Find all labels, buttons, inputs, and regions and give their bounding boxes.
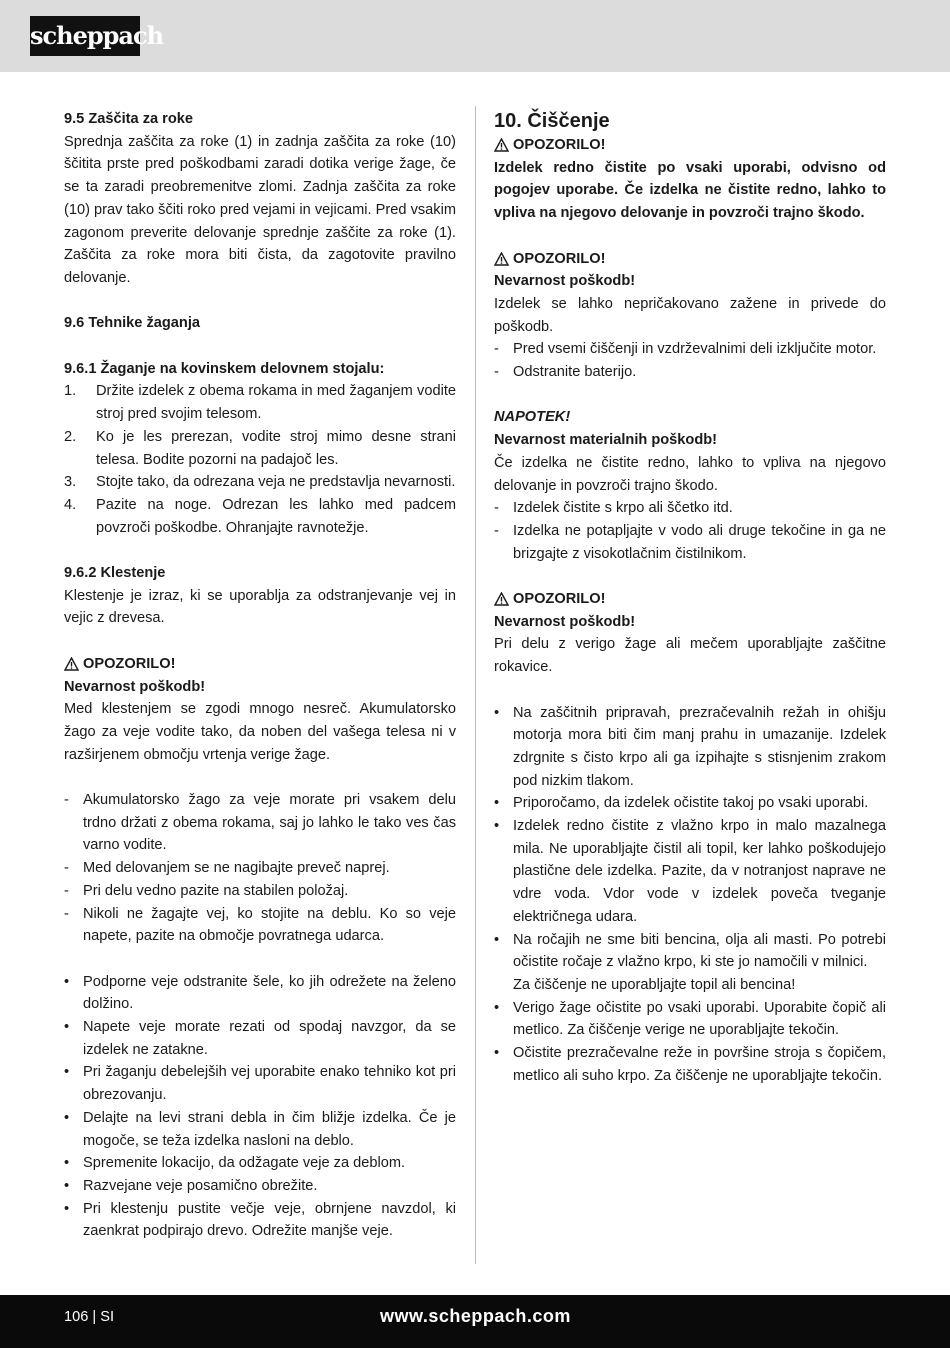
list-item: • Pri žaganju debelejših vej uporabite enako tehniko kot pri obrezovanju. xyxy=(64,1064,456,1104)
warning-heading: OPOZORILO! xyxy=(64,653,456,676)
note-heading: NAPOTEK! xyxy=(494,409,571,426)
list-item: - Akumulatorsko žago za veje morate pri vsakem delu trdno držati z obema rokama, saj jo lahko le tako ves čas varno vodite. xyxy=(64,792,456,854)
warning-text: Pri delu z verigo žage ali mečem uporabljajte zaščitne rokavice. xyxy=(494,636,886,676)
list-item: - Pri delu vedno pazite na stabilen položaj. xyxy=(64,882,349,899)
list-item: - Med delovanjem se ne nagibajte preveč naprej. xyxy=(64,860,390,877)
warning-subtitle: Nevarnost poškodb! xyxy=(494,273,636,290)
section-9-5-title: 9.5 Zaščita za roke xyxy=(64,111,193,127)
warning-subtitle: Nevarnost poškodb! xyxy=(64,678,206,695)
list-item: - Izdelka ne potapljajte v vodo ali druge tekočine in ga ne brizgajte z visokotlačnim čistilnikom. xyxy=(494,522,886,562)
list-item: - Nikoli ne žagajte vej, ko stojite na deblu. Ko so veje napete, pazite na območje povratnega udarca. xyxy=(64,905,456,945)
section-9-6-title: 9.6 Tehnike žaganja xyxy=(64,315,200,332)
column-divider xyxy=(475,106,476,1264)
right-column xyxy=(494,108,886,1087)
list-item: - Izdelek čistite s krpo ali ščetko itd. xyxy=(494,500,733,517)
list-item: - Pred vsemi čiščenji in vzdrževalnimi deli izključite motor. xyxy=(494,341,877,358)
section-9-6-2-title: 9.6.2 Klestenje xyxy=(64,565,166,582)
list-item: • Na zaščitnih pripravah, prezračevalnih režah in ohišju motorja mora biti čim manj prahu in umazanije. Izdelek zdrgnite s čisto krpo ali ga izpihajte s stisnjenim zrakom pod nizkim tlakom. xyxy=(494,704,886,789)
page-header xyxy=(0,0,950,72)
warning-triangle-icon xyxy=(64,657,79,671)
section-9-6-2-text: Klestenje je izraz, ki se uporablja za odstranjevanje vej in vejic z drevesa. xyxy=(64,587,456,627)
list-item: • Delajte na levi strani debla in čim bližje izdelka. Če je mogoče, se teža izdelka nasloni na deblo. xyxy=(64,1109,456,1149)
warning-heading: OPOZORILO! xyxy=(494,588,886,611)
page-number: 106 | SI xyxy=(64,1309,115,1325)
website-link[interactable]: www.scheppach.com xyxy=(380,1306,571,1326)
list-item: • Priporočamo, da izdelek očistite takoj po vsaki uporabi. xyxy=(494,795,869,812)
left-column xyxy=(64,108,456,1243)
bullet-list xyxy=(64,971,456,1243)
list-item: • Podporne veje odstranite šele, ko jih odrežete na želeno dolžino. xyxy=(64,973,456,1013)
list-item: 2. Ko je les prerezan, vodite stroj mimo desne strani telesa. Bodite pozorni na padajoč les. xyxy=(64,428,456,468)
list-item: - Odstranite baterijo. xyxy=(494,364,637,381)
numbered-list xyxy=(64,380,456,539)
warning-triangle-icon xyxy=(494,592,509,606)
note-subtitle: Nevarnost materialnih poškodb! xyxy=(494,432,718,449)
list-item-continuation: Za čiščenje ne uporabljajte topil ali bencina! xyxy=(513,976,796,993)
list-item: 1. Držite izdelek z obema rokama in med žaganjem vodite stroj pred svojim telesom. xyxy=(64,383,456,423)
section-9-5-text: Sprednja zaščita za roke (1) in zadnja zaščita za roke (10) ščitita prste pred poškodbami zaradi dotika verige žage, če se ta zaradi preobremenitve zlomi. Zadnja zaščita za roke (10) prav tako ščiti roko pred vejami in vejicami. Pred vsakim zagonom preverite delovanje sprednje zaščite za roke (1). Zaščita za roke mora biti čista, da zagotovite pravilno delovanje. xyxy=(64,133,456,286)
section-10-title: 10. Čiščenje xyxy=(494,110,610,132)
list-item: • Očistite prezračevalne reže in površine stroja s čopičem, metlico ali suho krpo. Za čiščenje ne uporabljajte tekočin. xyxy=(494,1045,886,1084)
warning-text: Izdelek redno čistite po vsaki uporabi, odvisno od pogojev uporabe. Če izdelka ne čistite redno, lahko to vpliva na njegovo delovanje in povzroči trajno škodo. xyxy=(494,159,886,222)
list-item: 3. Stojte tako, da odrezana veja ne predstavlja nevarnosti. xyxy=(64,474,456,491)
list-item: 4. Pazite na noge. Odrezan les lahko med padcem povzroči poškodbe. Ohranjajte ravnotežje. xyxy=(64,496,456,536)
warning-heading: OPOZORILO! xyxy=(494,248,886,271)
list-item: • Verigo žage očistite po vsaki uporabi. Uporabite čopič ali metlico. Za čiščenje verige ne uporabljajte tekočin. xyxy=(494,999,886,1039)
list-item: • Izdelek redno čistite z vlažno krpo in malo mazalnega mila. Ne uporabljajte čistil ali topil, ker lahko poškodujejo plastične dele izdelka. Pazite, da v notranjost naprave ne vdre voda. Vdor vode v izdelek poveča tveganje električnega udara. xyxy=(494,818,886,925)
scheppach-logo: scheppach xyxy=(30,16,140,56)
warning-triangle-icon xyxy=(494,252,509,266)
list-item: • Pri klestenju pustite večje veje, obrnjene navzdol, ki zaenkrat podpirajo drevo. Odrežite manjše veje. xyxy=(64,1200,456,1240)
list-item: • Napete veje morate rezati od spodaj navzgor, da se izdelek ne zatakne. xyxy=(64,1019,456,1058)
warning-heading: OPOZORILO! xyxy=(494,134,886,157)
warning-subtitle: Nevarnost poškodb! xyxy=(494,613,636,630)
warning-triangle-icon xyxy=(494,138,509,152)
page-footer xyxy=(0,1295,950,1348)
warning-text: Izdelek se lahko nepričakovano zažene in privede do poškodb. xyxy=(494,295,886,335)
note-text: Če izdelka ne čistite redno, lahko to vpliva na njegovo delovanje in povzroči trajno škodo. xyxy=(494,454,886,494)
list-item: • Razvejane veje posamično obrežite. xyxy=(64,1177,318,1194)
bullet-list xyxy=(494,702,886,1088)
list-item: • Na ročajih ne sme biti bencina, olja ali masti. Po potrebi očistite ročaje z vlažno krpo, ki ste jo namočili v milnici. xyxy=(494,931,886,971)
dash-list xyxy=(64,789,456,948)
list-item: • Spremenite lokacijo, da odžagate veje za deblom. xyxy=(64,1155,406,1172)
warning-text: Med klestenjem se zgodi mnogo nesreč. Akumulatorsko žago za veje vodite tako, da noben del vašega telesa ni v razširjenem območju vrtenja verige žage. xyxy=(64,701,456,763)
section-9-6-1-title: 9.6.1 Žaganje na kovinskem delovnem stojalu: xyxy=(64,360,385,377)
